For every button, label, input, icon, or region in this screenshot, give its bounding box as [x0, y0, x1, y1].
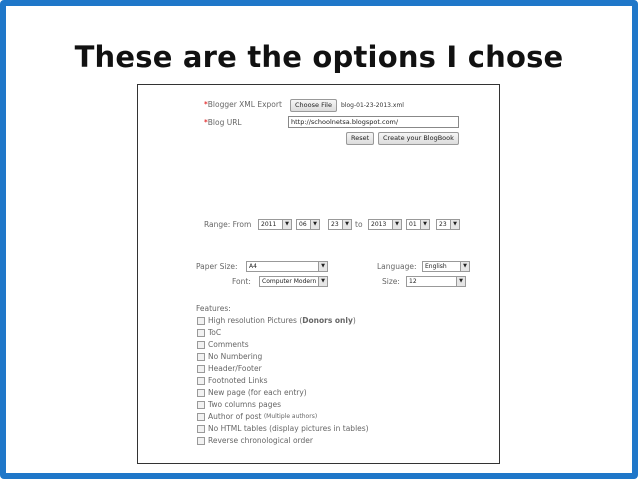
- triangle-down-icon: ▼: [318, 262, 327, 271]
- font-select[interactable]: [259, 276, 328, 287]
- to-month-select[interactable]: [406, 219, 430, 230]
- create-blogbook-button[interactable]: Create your BlogBook: [378, 132, 459, 145]
- feature-label: No Numbering: [208, 352, 263, 361]
- feature-item[interactable]: [197, 388, 307, 397]
- feature-item[interactable]: [197, 376, 267, 385]
- file-name: blog-01-23-2013.xml: [341, 102, 404, 109]
- to-year-value: 2013: [371, 221, 387, 228]
- checkbox-icon[interactable]: [197, 341, 205, 349]
- triangle-down-icon: ▼: [456, 277, 465, 286]
- feature-label: High resolution Pictures (: [208, 316, 303, 325]
- feature-label: New page (for each entry): [208, 388, 307, 397]
- range-to-label: to: [355, 220, 363, 229]
- feature-item[interactable]: [197, 328, 221, 337]
- feature-item[interactable]: [197, 340, 249, 349]
- checkbox-icon[interactable]: [197, 425, 205, 433]
- from-month-select[interactable]: [296, 219, 320, 230]
- checkbox-icon[interactable]: [197, 365, 205, 373]
- feature-label: Header/Footer: [208, 364, 262, 373]
- export-label: Blogger XML Export: [207, 100, 282, 109]
- feature-label: No HTML tables (display pictures in tables): [208, 424, 369, 433]
- feature-item[interactable]: [197, 424, 369, 433]
- export-label-row: [204, 100, 282, 109]
- url-label-row: [204, 118, 242, 127]
- feature-label: Two columns pages: [208, 400, 281, 409]
- size-value: 12: [409, 278, 417, 285]
- language-label: Language:: [377, 262, 417, 271]
- feature-label-bold: Donors only: [302, 316, 353, 325]
- feature-label: Footnoted Links: [208, 376, 268, 385]
- size-select[interactable]: [406, 276, 466, 287]
- range-label: Range: From: [204, 220, 252, 229]
- from-year-value: 2011: [261, 221, 277, 228]
- feature-item[interactable]: [197, 400, 281, 409]
- feature-item[interactable]: [197, 352, 262, 361]
- triangle-down-icon: ▼: [392, 220, 401, 229]
- language-value: English: [425, 263, 447, 270]
- feature-item[interactable]: [197, 436, 313, 445]
- feature-label: ToC: [208, 328, 222, 337]
- required-marker: *: [204, 100, 208, 109]
- checkbox-icon[interactable]: [197, 401, 205, 409]
- triangle-down-icon: ▼: [318, 277, 327, 286]
- checkbox-icon[interactable]: [197, 353, 205, 361]
- reset-button[interactable]: Reset: [346, 132, 374, 145]
- choose-file-button[interactable]: Choose File: [290, 99, 337, 112]
- from-year-select[interactable]: [258, 219, 292, 230]
- to-month-value: 01: [409, 221, 417, 228]
- feature-label: Author of post: [208, 412, 262, 421]
- size-label: Size:: [382, 277, 400, 286]
- triangle-down-icon: ▼: [282, 220, 291, 229]
- triangle-down-icon: ▼: [460, 262, 469, 271]
- feature-item[interactable]: [197, 412, 317, 421]
- from-day-select[interactable]: [328, 219, 352, 230]
- language-select[interactable]: [422, 261, 470, 272]
- checkbox-icon[interactable]: [197, 413, 205, 421]
- font-value: Computer Modern: [262, 278, 317, 285]
- checkbox-icon[interactable]: [197, 389, 205, 397]
- feature-label-suffix: ): [352, 316, 356, 325]
- screenshot-panel: [137, 84, 500, 464]
- slide-title: These are the options I chose: [74, 40, 564, 74]
- from-month-value: 06: [299, 221, 307, 228]
- url-label: Blog URL: [207, 118, 242, 127]
- feature-label-note: (Multiple authors): [263, 413, 318, 420]
- blog-url-input[interactable]: http://schoolnetsa.blogspot.com/: [288, 116, 459, 128]
- feature-label: Comments: [208, 340, 249, 349]
- checkbox-icon[interactable]: [197, 377, 205, 385]
- checkbox-icon[interactable]: [197, 317, 205, 325]
- font-label: Font:: [232, 277, 251, 286]
- checkbox-icon[interactable]: [197, 437, 205, 445]
- feature-item[interactable]: [197, 316, 356, 325]
- to-day-value: 23: [439, 221, 447, 228]
- paper-size-value: A4: [249, 263, 257, 270]
- triangle-down-icon: ▼: [310, 220, 319, 229]
- triangle-down-icon: ▼: [450, 220, 459, 229]
- paper-size-label: Paper Size:: [196, 262, 238, 271]
- checkbox-icon[interactable]: [197, 329, 205, 337]
- to-year-select[interactable]: [368, 219, 402, 230]
- from-day-value: 23: [331, 221, 339, 228]
- paper-size-select[interactable]: [246, 261, 328, 272]
- to-day-select[interactable]: [436, 219, 460, 230]
- required-marker: *: [204, 118, 208, 127]
- features-label: Features:: [196, 304, 231, 313]
- feature-label: Reverse chronological order: [208, 436, 313, 445]
- triangle-down-icon: ▼: [420, 220, 429, 229]
- feature-item[interactable]: [197, 364, 262, 373]
- triangle-down-icon: ▼: [342, 220, 351, 229]
